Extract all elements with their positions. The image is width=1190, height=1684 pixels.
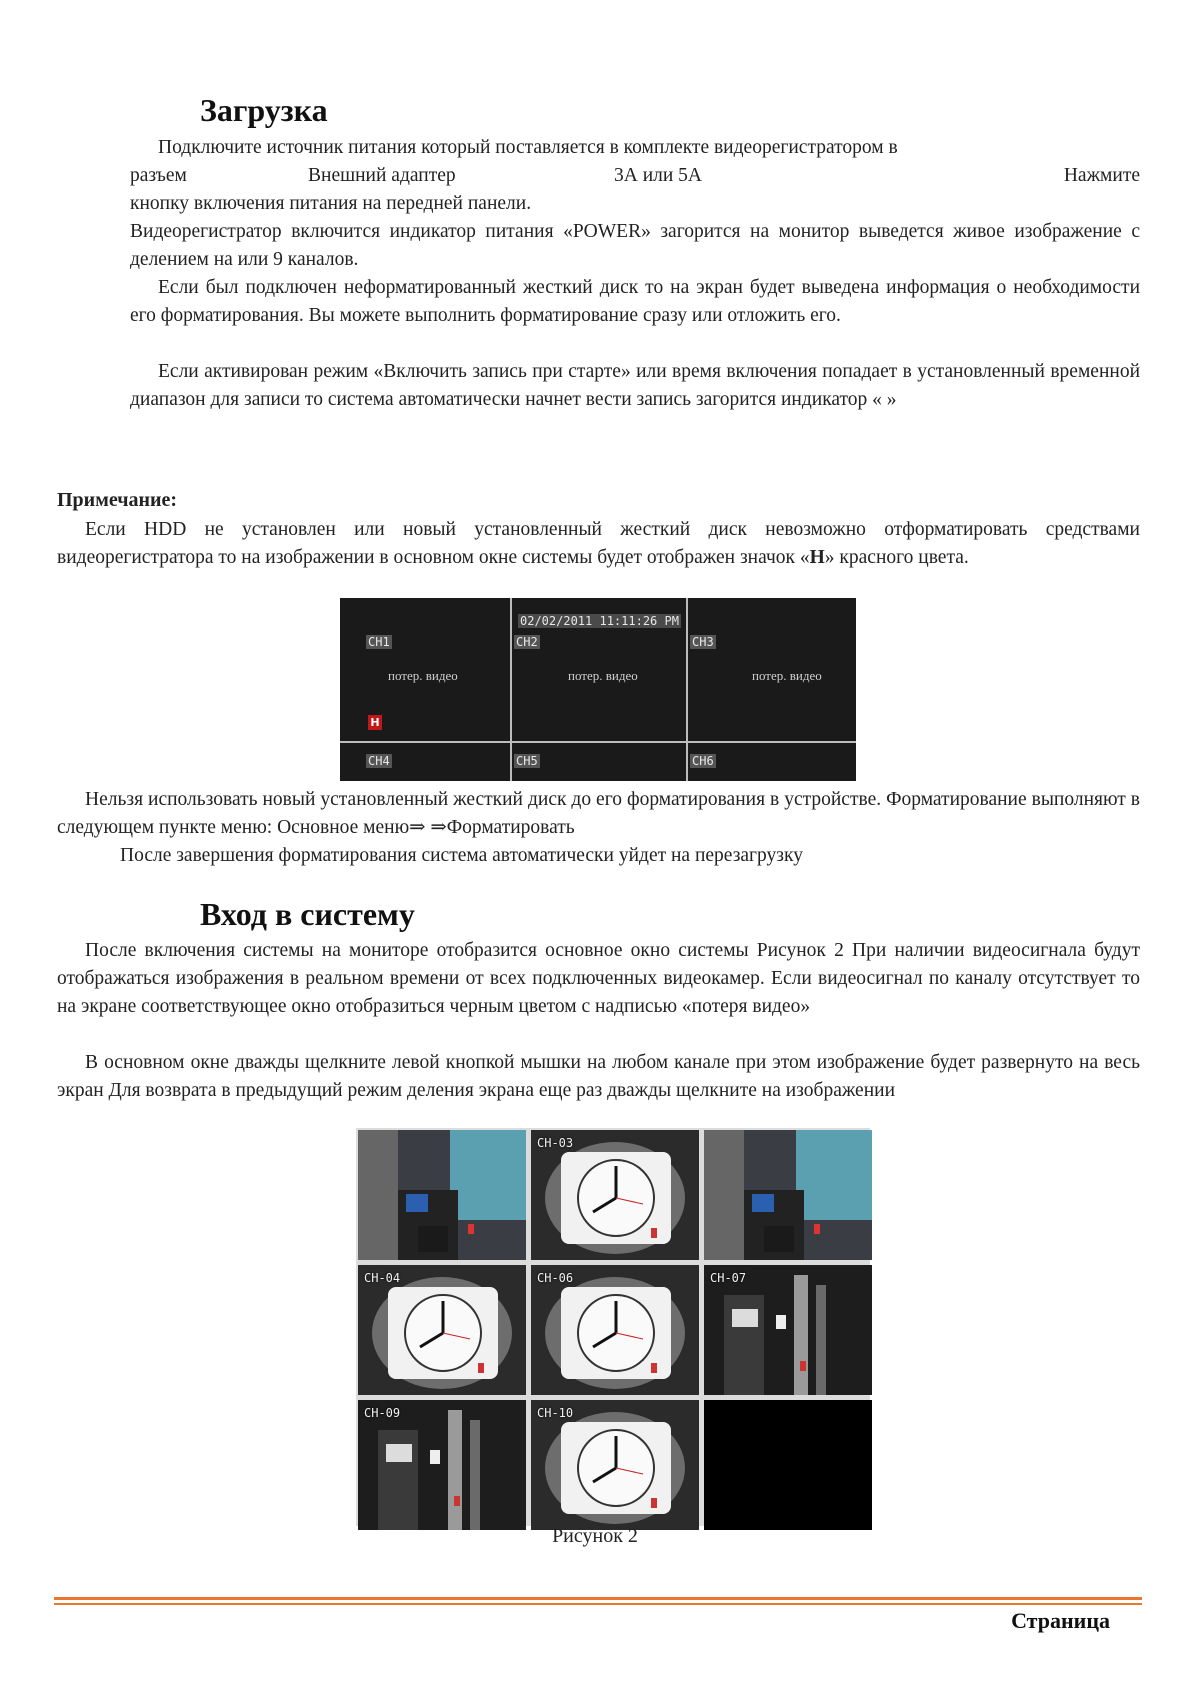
grid-divider	[340, 741, 856, 743]
camera-cell[interactable]	[531, 1130, 699, 1260]
page-label: Страница	[1011, 1608, 1110, 1633]
camera-channel-label: CH-04	[364, 1271, 401, 1285]
video-lost-text: потер. видео	[568, 668, 638, 683]
figure-caption: Рисунок 2	[552, 1525, 638, 1547]
camera-channel-label: CH-10	[537, 1406, 574, 1420]
boot-paragraph-1: Подключите источник питания который поставляется в комплекте видеорегистратором в	[158, 137, 898, 158]
video-lost-text: потер. видео	[388, 668, 458, 683]
camera-channel-label: CH-09	[364, 1406, 401, 1420]
channel-label-ch5: CH5	[516, 754, 538, 768]
boot-paragraph-3: Если был подключен неформатированный жесткий диск то на экран будет выведена информация о необходимости его форматирования. Вы можете выполнить форматирование сразу или отложить его.	[130, 277, 1140, 326]
boot-paragraph-1-line3: кнопку включения питания на передней панели.	[130, 193, 532, 214]
camera-cell[interactable]	[358, 1400, 526, 1530]
format-paragraph: Нельзя использовать новый установленный жесткий диск до его форматирования в устройстве. Форматирование выполняют в следующем пункте меню: Основное меню⇒ ⇒Форматировать	[57, 789, 1140, 838]
channel-label-ch3: CH3	[692, 635, 714, 649]
boot-paragraph-2: Видеорегистратор включится индикатор питания «POWER» загорится на монитор выведется живое изображение с делением на или 9 каналов.	[130, 221, 1140, 270]
grid-divider	[686, 598, 688, 781]
camera-cell[interactable]	[704, 1400, 872, 1530]
camera-grid-figure	[356, 1128, 870, 1526]
boot-paragraph-1-line2: разъем Внешний адаптер 3А или 5А Нажмите	[130, 165, 1140, 186]
channel-label-ch2: CH2	[516, 635, 538, 649]
note-label: Примечание:	[57, 489, 178, 511]
login-paragraph-1: После включения системы на мониторе отобразится основное окно системы Рисунок 2 При наличии видеосигнала будут отображаться изображения в реальном времени от всех подключенных видеокамер. Если видеосигнал по каналу отсутствует то на экране соответствующее окно отобразиться черным цветом с надписью «потеря видео»	[57, 940, 1140, 1017]
camera-channel-label: CH-07	[710, 1271, 747, 1285]
camera-cell[interactable]	[704, 1265, 872, 1395]
section-title-boot: Загрузка	[200, 92, 328, 128]
camera-cell[interactable]	[704, 1130, 872, 1260]
boot-paragraph-4: Если активирован режим «Включить запись при старте» или время включения попадает в установленный временной диапазон для записи то система автоматически начнет вести запись загорится индикатор « »	[130, 361, 1140, 410]
camera-cell[interactable]	[358, 1265, 526, 1395]
reboot-paragraph: После завершения форматирования система автоматически уйдет на перезагрузку	[120, 845, 803, 866]
channel-label-ch1: CH1	[368, 635, 390, 649]
camera-channel-label: CH-06	[537, 1271, 574, 1285]
channel-label-ch6: CH6	[692, 754, 714, 768]
camera-cell[interactable]	[358, 1130, 526, 1260]
footer-rule	[54, 1597, 1142, 1600]
camera-cell[interactable]	[531, 1265, 699, 1395]
camera-channel-label: CH-03	[537, 1136, 574, 1150]
grid-divider	[510, 598, 512, 781]
dvr-channel-screen	[340, 598, 856, 781]
login-paragraph-2: В основном окне дважды щелкните левой кнопкой мышки на любом канале при этом изображение будет развернуто на весь экран Для возврата в предыдущий режим деления экрана еще раз дважды щелкните на изображении	[57, 1052, 1140, 1101]
video-lost-text: потер. видео	[752, 668, 822, 683]
hdd-error-icon: H	[368, 715, 382, 730]
timestamp: 02/02/2011 11:11:26 PM	[520, 614, 679, 628]
section-title-login: Вход в систему	[200, 896, 415, 932]
camera-cell[interactable]	[531, 1400, 699, 1530]
note-text: Если HDD не установлен или новый установленный жесткий диск невозможно отформатировать средствами видеорегистратора то на изображении в основном окне системы будет отображен значок «H» красного цвета.	[57, 519, 1140, 568]
footer-rule	[54, 1603, 1142, 1605]
channel-label-ch4: CH4	[368, 754, 390, 768]
